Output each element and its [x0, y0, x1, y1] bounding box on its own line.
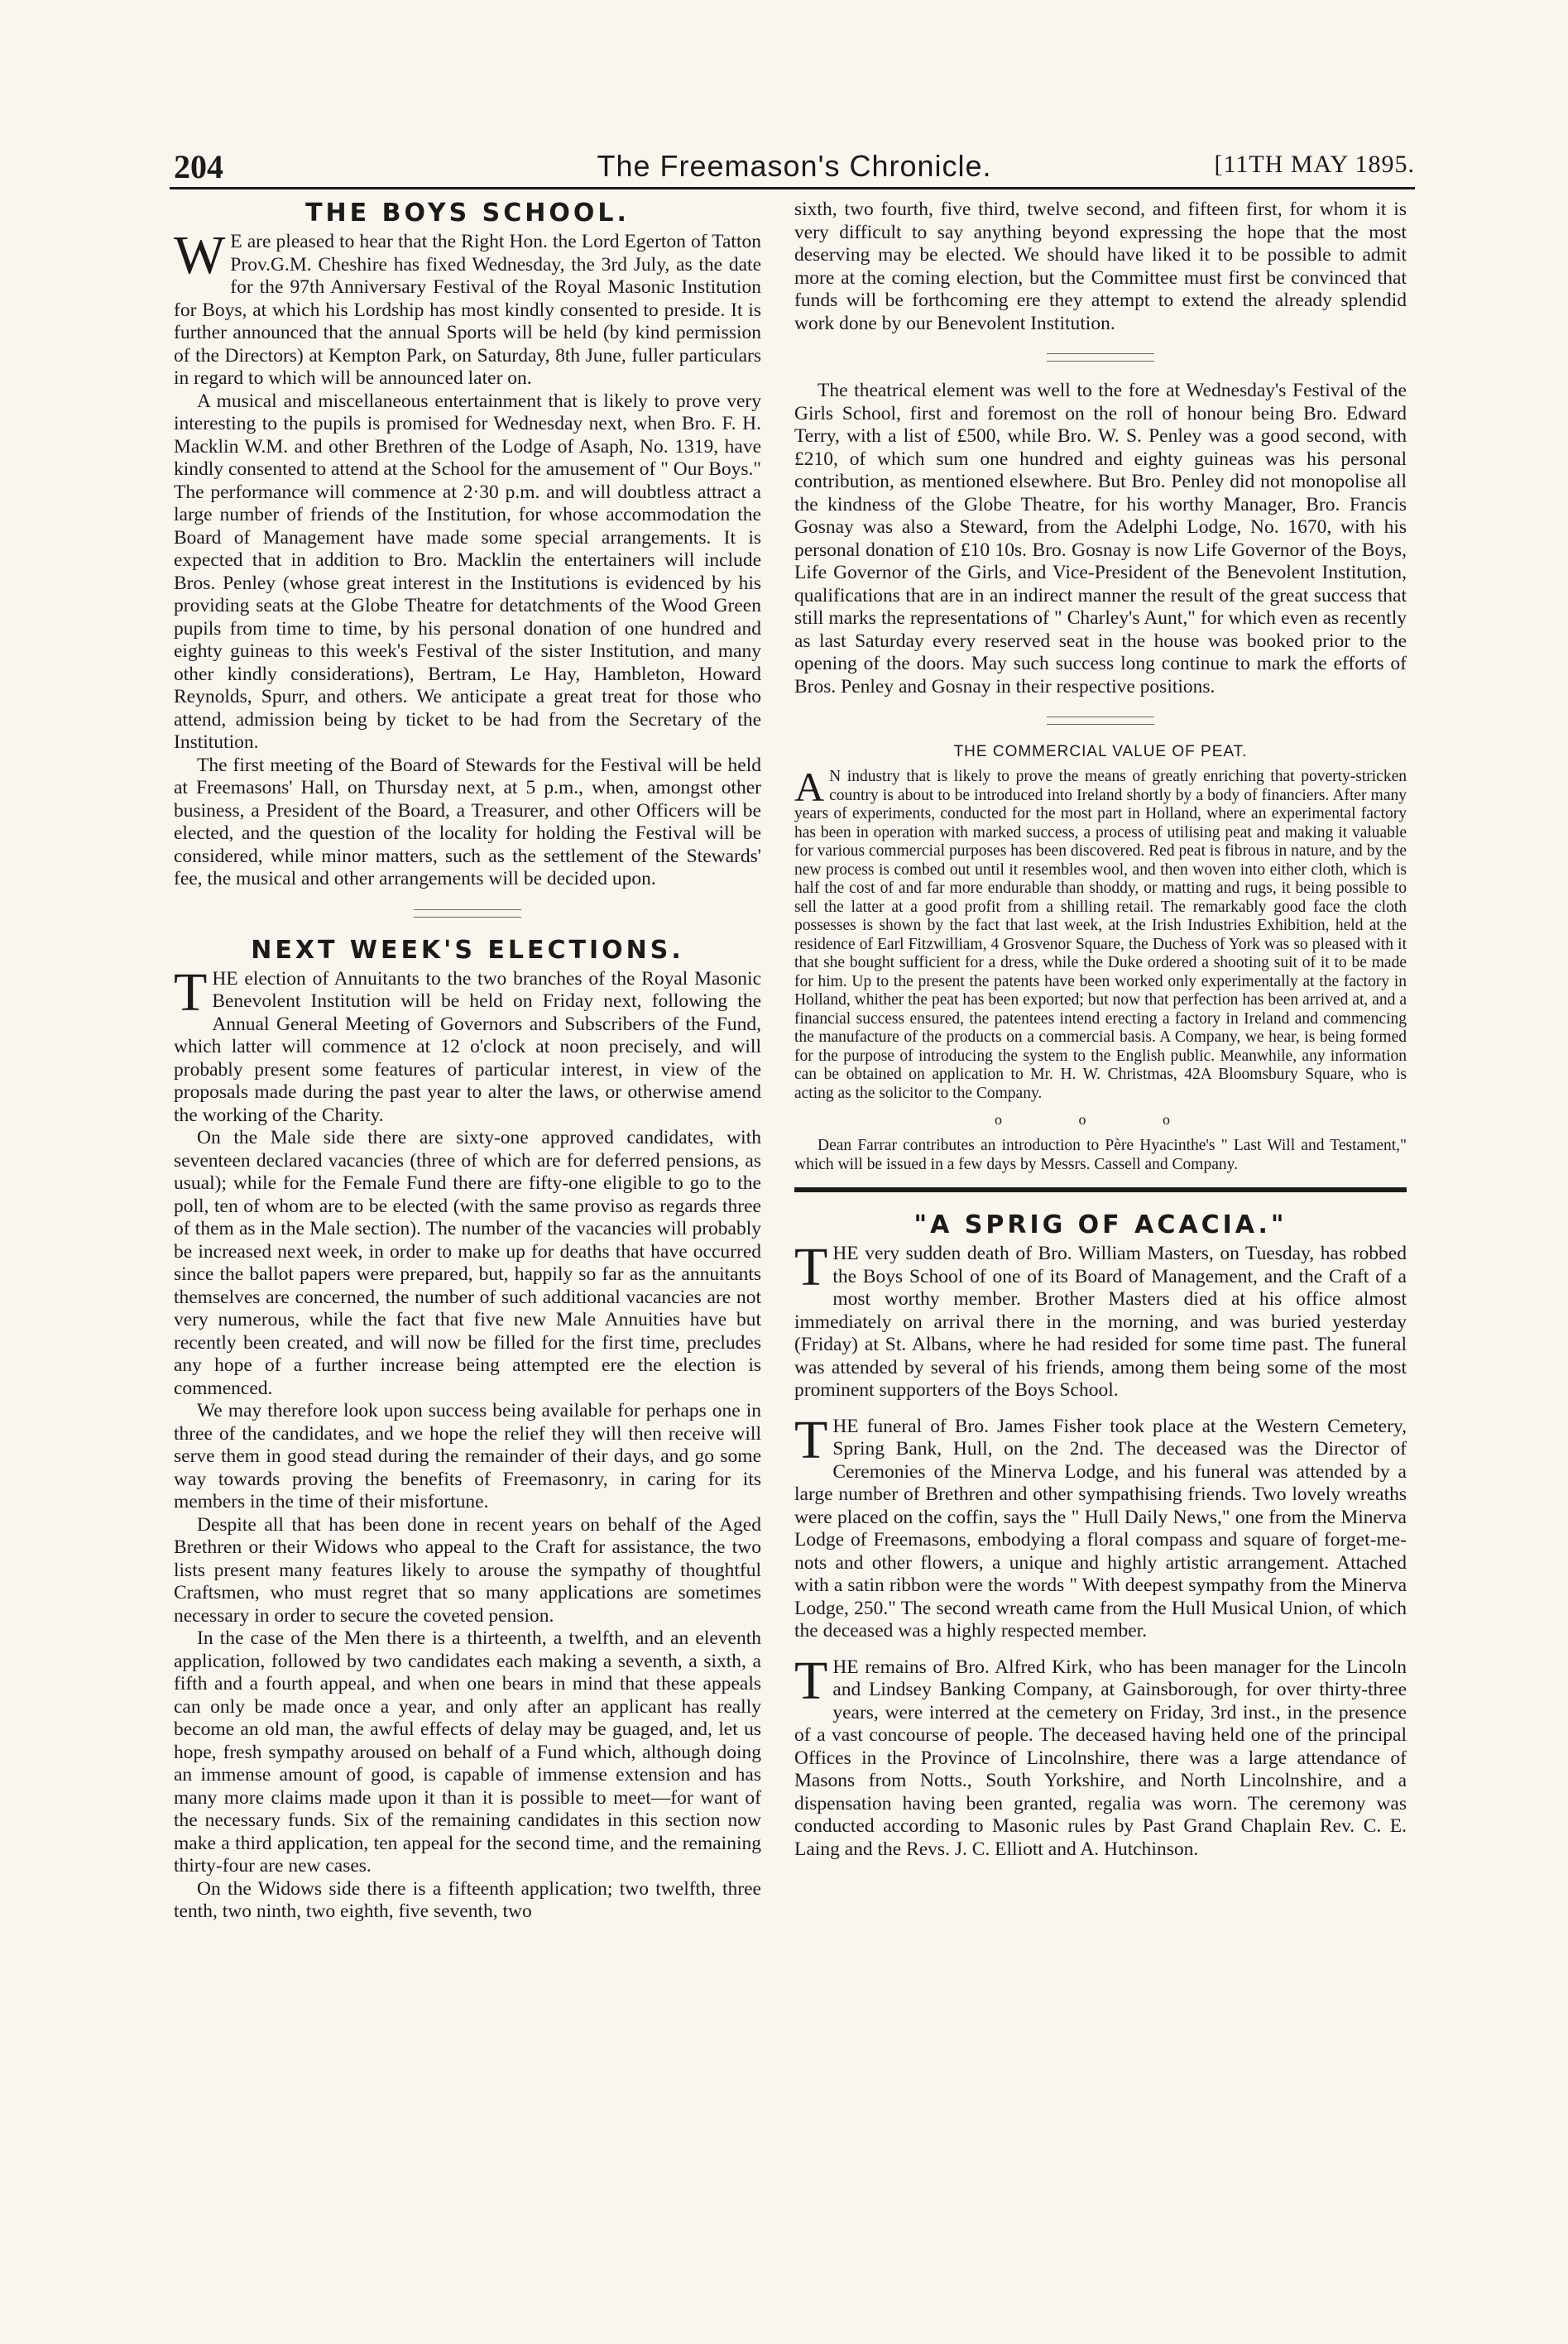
elections-paragraph-2: On the Male side there are sixty-one approved candidates, with seventeen declared vacancies (three of which are for deferred pensions, as usual); while for the Female Fund there are fifty-one eligible to go to the poll, ten of whom are to be elected (with the same proviso as regards three of them as in the Male section). The number of the vacancies will probably be increased next week, in order to make up for deaths that have occurred since the ballot papers were prepared, but, happily so far as the annuitants themselves are concerned, the number of such additional vacancies are not very numerous, while the fact that five new Male Annuities have but recently been created, and will now be filled for the first time, precludes any hope of a further increase being attempted ere the election is commenced.: [174, 1127, 761, 1399]
paragraph-gap: [794, 1402, 1407, 1416]
boys-school-paragraph-1: W E are pleased to hear that the Right Hon. the Lord Egerton of Tatton Prov.G.M. Cheshire has fixed Wednesday, the 3rd July, as the date for the 97th Anniversary Festival of the Royal Masonic Institution for Boys, at which his Lordship has most kindly consented to preside. It is further announced that the annual Sports will be held (by kind permission of the Directors) at Kempton Park, on Saturday, 8th June, fuller particulars in regard to which will be announced later on.: [174, 225, 761, 389]
ornament-separator: o o o: [995, 1111, 1206, 1128]
acacia-heading: "A SPRIG OF ACACIA.": [913, 1210, 1287, 1239]
left-column: [174, 199, 761, 2220]
acacia-paragraph-1: THE very sudden death of Bro. William Masters, on Tuesday, has robbed the Boys School of one of its Board of Management, and the Craft of a most worthy member. Brother Masters died at his office almost immediately on arrival there in the morning, and was buried yesterday (Friday) at St. Albans, where he had resided for some time past. The funeral was attended by several of his friends, among them being some of the most prominent supporters of the Boys School.: [794, 1237, 1407, 1401]
peat-article: [794, 764, 1407, 1174]
drop-cap: T: [794, 1237, 828, 1297]
issue-date: [11TH MAY 1895.: [1214, 151, 1415, 178]
right-column: [794, 199, 1407, 2220]
thick-rule: [794, 1187, 1407, 1192]
elections-paragraph-5: In the case of the Men there is a thirteenth, a twelfth, and an eleventh application, followed by two candidates each making a seventh, a sixth, a fifth and a fourth appeal, and when one bears in mind that these appeals can only be made once a year, and only after an applicant has really become an old man, the awful effects of delay may be guaged, and, let us hope, fresh sympathy aroused on behalf of a Fund which, although doing an immense amount of good, is capable of immense extension and has many more claims made upon it than it is possible to meet—for want of the necessary funds. Six of the remaining candidates in this section now make a third application, ten appeal for the second time, and the remaining thirty-four are new cases.: [174, 1627, 761, 1877]
acacia-paragraph-3: THE remains of Bro. Alfred Kirk, who has been manager for the Lincoln and Lindsey Banking Company, at Gainsborough, for over thirty-three years, were interred at the cemetery on Friday, 3rd inst., in the presence of a vast concourse of people. The deceased having held one of the principal Offices in the Province of Lincolnshire, there was a large attendance of Masons from Notts., South Yorkshire, and North Lincolnshire, and a dispensation having been granted, regalia was worn. The ceremony was conducted according to Masonic rules by Past Grand Chaplain Rev. C. E. Laing and the Revs. J. C. Elliott and A. Hutchinson.: [794, 1650, 1407, 1860]
masthead-title: The Freemason's Chronicle.: [597, 149, 992, 183]
theatre-paragraph: The theatrical element was well to the fore at Wednesday's Festival of the Girls School, first and foremost on the roll of honour being Bro. Edward Terry, with a list of £500, while Bro. W. S. Penley was a good second, with £210, of which sum one hundred and eighty guineas was his personal contribution, as mentioned elsewhere. But Bro. Penley did not monopolise all the kindness of the Globe Theatre, for his worthy Manager, Bro. Francis Gosnay was also a Steward, from the Adelphi Lodge, No. 1670, with his personal donation of £10 10s. Bro. Gosnay is now Life Governor of the Boys, Life Governor of the Girls, and Vice-President of the Benevolent Institution, qualifications that are in an indirect manner the result of the great success that still marks the representations of " Charley's Aunt," for which even as recently as last Saturday every reserved seat in the house was booked prior to the opening of the doors. May such success long continue to mark the efforts of Bros. Penley and Gosnay in their respective positions.: [794, 380, 1407, 697]
drop-cap: A: [794, 764, 825, 810]
peat-heading: THE COMMERCIAL VALUE OF PEAT.: [953, 743, 1248, 760]
elections-heading: NEXT WEEK'S ELECTIONS.: [251, 935, 684, 965]
boys-school-paragraph-3: The first meeting of the Board of Stewards for the Festival will be held at Freemasons' Hall, on Thursday next, at 5 p.m., when, amongst other business, a President of the Board, a Treasurer, and other Officers will be elected, and the question of the locality for holding the Festival will be considered, while minor matters, such as the settlement of the Stewards' fee, the musical and other arrangements will be decided upon.: [174, 754, 761, 889]
elections-paragraph-4: Despite all that has been done in recent years on behalf of the Aged Brethren or their Widows who appeal to the Craft for assistance, the two lists present many features likely to arouse the sympathy of thoughtful Craftsmen, who must regret that so many applications are sometimes necessary in order to secure the coveted pension.: [174, 1513, 761, 1627]
paragraph-gap: [794, 1643, 1407, 1656]
header-rule: [170, 187, 1415, 189]
page-header: [174, 147, 1415, 185]
drop-cap: T: [794, 1650, 828, 1711]
section-divider: [1047, 353, 1154, 362]
boys-school-paragraph-2: A musical and miscellaneous entertainment that is likely to prove very interesting to the pupils is promised for Wednesday next, when Bro. F. H. Macklin W.M. and other Brethren of the Lodge of Asaph, No. 1319, have kindly consented to attend at the School for the amusement of " Our Boys." The performance will commence at 2·30 p.m. and will doubtless attract a large number of friends of the Institution, for whose accommodation the Board of Management have made some special arrangements. It is expected that in addition to Bro. Macklin the entertainers will include Bros. Penley (whose great interest in the Institutions is evidenced by his providing seats at the Globe Theatre for detatchments of the Wood Green pupils from time to time, by his personal donation of one hundred and eighty guineas to this week's Festival of the sister Institution, and many other kindly considerations), Bertram, Le Hay, Hambleton, Howard Reynolds, Spurr, and others. We anticipate a great treat for those who attend, admission being by ticket to be had from the Secretary of the Institution.: [174, 390, 761, 753]
page-number: 204: [174, 148, 223, 185]
elections-continued-paragraph: sixth, two fourth, five third, twelve second, and fifteen first, for whom it is very difficult to say anything beyond expressing the hope that the most deserving may be elected. We should have liked it to be possible to admit more at the coming election, but the Committee must first be convinced that funds will be forthcoming ere they attempt to extend the already splendid work done by our Benevolent Institution.: [794, 199, 1407, 334]
drop-cap: T: [174, 961, 208, 1023]
section-divider: [1047, 717, 1154, 725]
elections-paragraph-1: THE election of Annuitants to the two branches of the Royal Masonic Benevolent Institution will be held on Friday next, following the Annual General Meeting of Governors and Subscribers of the Fund, which latter will commence at 12 o'clock at noon precisely, and will probably present some features of particular interest, in view of the proposals made during the past year to alter the laws, or otherwise amend the working of the Charity.: [174, 961, 761, 1126]
drop-cap: T: [794, 1409, 828, 1470]
section-divider: [414, 909, 521, 918]
drop-cap: W: [174, 225, 226, 285]
boys-school-heading: THE BOYS SCHOOL.: [305, 199, 630, 228]
elections-paragraph-3: We may therefore look upon success being available for perhaps one in three of the candidates, and we hope the relief they will then receive will serve them in good stead during the remainder of their days, and go some way towards proving the benefits of Freemasonry, in caring for its members in the time of their misfortune.: [174, 1400, 761, 1512]
peat-paragraph-2: Dean Farrar contributes an introduction to Père Hyacinthe's " Last Will and Testament," which will be issued in a few days by Messrs. Cassell and Company.: [794, 1137, 1407, 1173]
elections-paragraph-6: On the Widows side there is a fifteenth application; two twelfth, three tenth, two ninth, two eighth, five seventh, two: [174, 1877, 761, 1922]
peat-paragraph-1: A N industry that is likely to prove the means of greatly enriching that poverty-stricken country is about to be introduced into Ireland shortly by a body of financiers. After many years of experiments, conducted for the most part in Holland, where an experimental factory has been in operation with marked success, a process of utilising peat and making it valuable for various commercial purposes has been discovered. Red peat is fibrous in nature, and by the new process is combed out until it resembles wool, and then woven into either cloth, which is half the cost of and far more endurable than shoddy, or matting and rugs, it being possible to sell the latter at a good profit from a shilling retail. The remarkably good face the cloth possesses is shown by the fact that last week, at the Irish Industries Exhibition, held at the residence of Earl Fitzwilliam, 4 Grosvenor Square, the Duchess of York was so pleased with it that she bought sufficient for a dress, while the Duke ordered a shooting suit of it to be made for him. Up to the present the patents have been worked only experimentally at the factory in Holland, whither the peat has been exported; but now that perfection has been arrived at, and a financial success ensured, the patentees intend erecting a factory in Ireland and commencing the manufacture of the products on a commercial basis. A Company, we hear, is being formed for the purpose of introducing the system to the English public. Meanwhile, any information can be obtained on application to Mr. H. W. Christmas, 42A Bloomsbury Square, who is acting as the solicitor to the Company.: [794, 764, 1407, 1102]
acacia-paragraph-2: THE funeral of Bro. James Fisher took place at the Western Cemetery, Spring Bank, Hull, on the 2nd. The deceased was the Director of Ceremonies of the Minerva Lodge, and his funeral was attended by a large number of Brethren and other sympathising friends. Two lovely wreaths were placed on the coffin, says the " Hull Daily News," one from the Minerva Lodge of Freemasons, embodying a floral compass and square of forget-me-nots and other flowers, a unique and highly artistic arrangement. Attached with a satin ribbon were the words " With deepest sympathy from the Minerva Lodge, 250." The second wreath came from the Hull Musical Union, of which the deceased was a highly respected member.: [794, 1409, 1407, 1642]
